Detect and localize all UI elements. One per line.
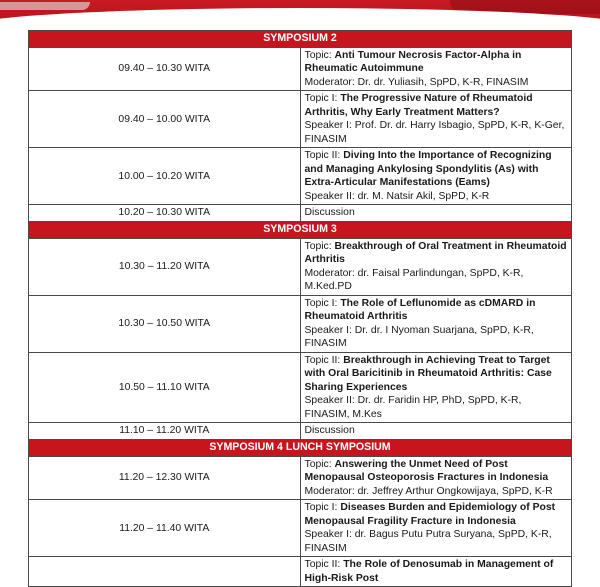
session-details xyxy=(300,205,572,222)
detail-label: Topic: xyxy=(304,49,335,61)
detail-label: Topic I: xyxy=(304,93,341,105)
symposium-title: SYMPOSIUM 2 xyxy=(29,31,572,48)
session-details xyxy=(300,148,572,205)
detail-line xyxy=(305,190,568,204)
detail-line xyxy=(305,558,568,585)
session-time: 10.30 – 10.50 WITA xyxy=(29,295,301,352)
detail-line xyxy=(305,149,568,190)
detail-title: Breakthrough in Achieving Treat to Target with Oral Baricitinib in Rheumatoid Arthritis: Case Sharing Experiences xyxy=(304,354,552,393)
session-details xyxy=(300,47,572,91)
detail-line xyxy=(305,297,568,324)
session-time: 09.40 – 10.00 WITA xyxy=(29,91,301,148)
detail-label: Speaker II: Dr. dr. Faridin HP, PhD, SpPD, K-R, FINASIM, M.Kes xyxy=(304,395,522,420)
symposium-header-row xyxy=(29,221,572,238)
session-details xyxy=(300,456,572,500)
detail-title: The Progressive Nature of Rheumatoid Arthritis, Why Early Treatment Matters? xyxy=(304,93,533,118)
detail-label: Discussion xyxy=(304,425,355,437)
schedule-body xyxy=(29,31,572,587)
detail-line xyxy=(305,528,568,555)
detail-line xyxy=(305,76,568,90)
detail-title: The Role of Leflunomide as cDMARD in Rheumatoid Arthritis xyxy=(304,297,536,323)
detail-title: Breakthrough of Oral Treatment in Rheumatoid Arthritis xyxy=(304,240,567,266)
session-row xyxy=(29,148,572,205)
detail-line xyxy=(305,206,568,220)
detail-label: Topic II: xyxy=(304,354,344,366)
detail-label: Topic I: xyxy=(304,502,341,514)
session-row xyxy=(29,352,572,423)
session-row xyxy=(29,423,572,440)
session-row xyxy=(29,91,572,148)
session-row xyxy=(29,500,572,557)
detail-label: Speaker I: dr. Bagus Putu Putra Suryana, SpPD, K-R, FINASIM xyxy=(304,529,552,554)
symposium-header-row xyxy=(29,31,572,48)
detail-label: Topic: xyxy=(304,458,335,470)
session-row xyxy=(29,557,572,587)
session-time: 11.20 – 11.40 WITA xyxy=(29,500,301,557)
schedule-table xyxy=(28,30,572,587)
detail-line xyxy=(305,485,568,499)
detail-line xyxy=(305,394,568,421)
session-time: 10.00 – 10.20 WITA xyxy=(29,148,301,205)
session-row xyxy=(29,295,572,352)
session-details xyxy=(300,295,572,352)
session-details xyxy=(300,557,572,587)
session-time: 09.40 – 10.30 WITA xyxy=(29,47,301,91)
detail-label: Topic I: xyxy=(304,297,341,309)
detail-label: Speaker I: Prof. Dr. dr. Harry Isbagio, SpPD, K-R, K-Ger, FINASIM xyxy=(304,120,565,145)
detail-line xyxy=(305,324,568,351)
detail-label: Speaker II: dr. M. Natsir Akil, SpPD, K-R xyxy=(304,190,490,202)
symposium-header-row xyxy=(29,439,572,456)
session-row xyxy=(29,238,572,295)
session-time: 10.50 – 11.10 WITA xyxy=(29,352,301,423)
session-time: 11.10 – 11.20 WITA xyxy=(29,423,301,440)
detail-line xyxy=(305,267,568,294)
detail-line xyxy=(305,458,568,485)
session-time xyxy=(29,557,301,587)
session-details xyxy=(300,91,572,148)
session-time: 11.20 – 12.30 WITA xyxy=(29,456,301,500)
detail-line xyxy=(305,119,568,146)
detail-title: Diving Into the Importance of Recognizing and Managing Ankylosing Spondylitis (As) with Extra-Articular Manifestations (Eams) xyxy=(304,150,552,189)
detail-line xyxy=(305,424,568,438)
session-row xyxy=(29,456,572,500)
detail-title: Diseases Burden and Epidemiology of Post Menopausal Fragility Fracture in Indonesia xyxy=(304,502,556,527)
detail-title: Anti Tumour Necrosis Factor-Alpha in Rheumatic Autoimmune xyxy=(304,49,522,75)
detail-label: Moderator: dr. Jeffrey Arthur Ongkowijaya, SpPD, K-R xyxy=(304,485,553,497)
detail-line xyxy=(305,240,568,267)
symposium-title: SYMPOSIUM 4 LUNCH SYMPOSIUM xyxy=(29,439,572,456)
session-time: 10.20 – 10.30 WITA xyxy=(29,205,301,222)
session-row xyxy=(29,47,572,91)
symposium-title: SYMPOSIUM 3 xyxy=(29,221,572,238)
detail-label: Moderator: Dr. dr. Yuliasih, SpPD, K-R, FINASIM xyxy=(304,76,529,88)
detail-line xyxy=(305,49,568,76)
detail-label: Speaker I: Dr. dr. I Nyoman Suarjana, SpPD, K-R, FINASIM xyxy=(304,324,534,350)
banner-accent-left xyxy=(0,2,90,10)
session-details xyxy=(300,352,572,423)
detail-title: Answering the Unmet Need of Post Menopausal Osteoporosis Fractures in Indonesia xyxy=(304,458,549,484)
detail-label: Discussion xyxy=(304,207,355,219)
detail-label: Moderator: dr. Faisal Parlindungan, SpPD, K-R, M.Ked.PD xyxy=(304,267,524,293)
detail-line xyxy=(305,92,568,119)
detail-label: Topic II: xyxy=(304,150,344,162)
session-details xyxy=(300,423,572,440)
detail-label: Topic: xyxy=(304,240,335,252)
detail-line xyxy=(305,501,568,528)
detail-label: Topic II: xyxy=(304,559,344,571)
session-time: 10.30 – 11.20 WITA xyxy=(29,238,301,295)
detail-line xyxy=(305,354,568,395)
session-details xyxy=(300,238,572,295)
session-details xyxy=(300,500,572,557)
session-row xyxy=(29,205,572,222)
detail-title: The Role of Denosumab in Management of High-Risk Post xyxy=(304,559,554,584)
